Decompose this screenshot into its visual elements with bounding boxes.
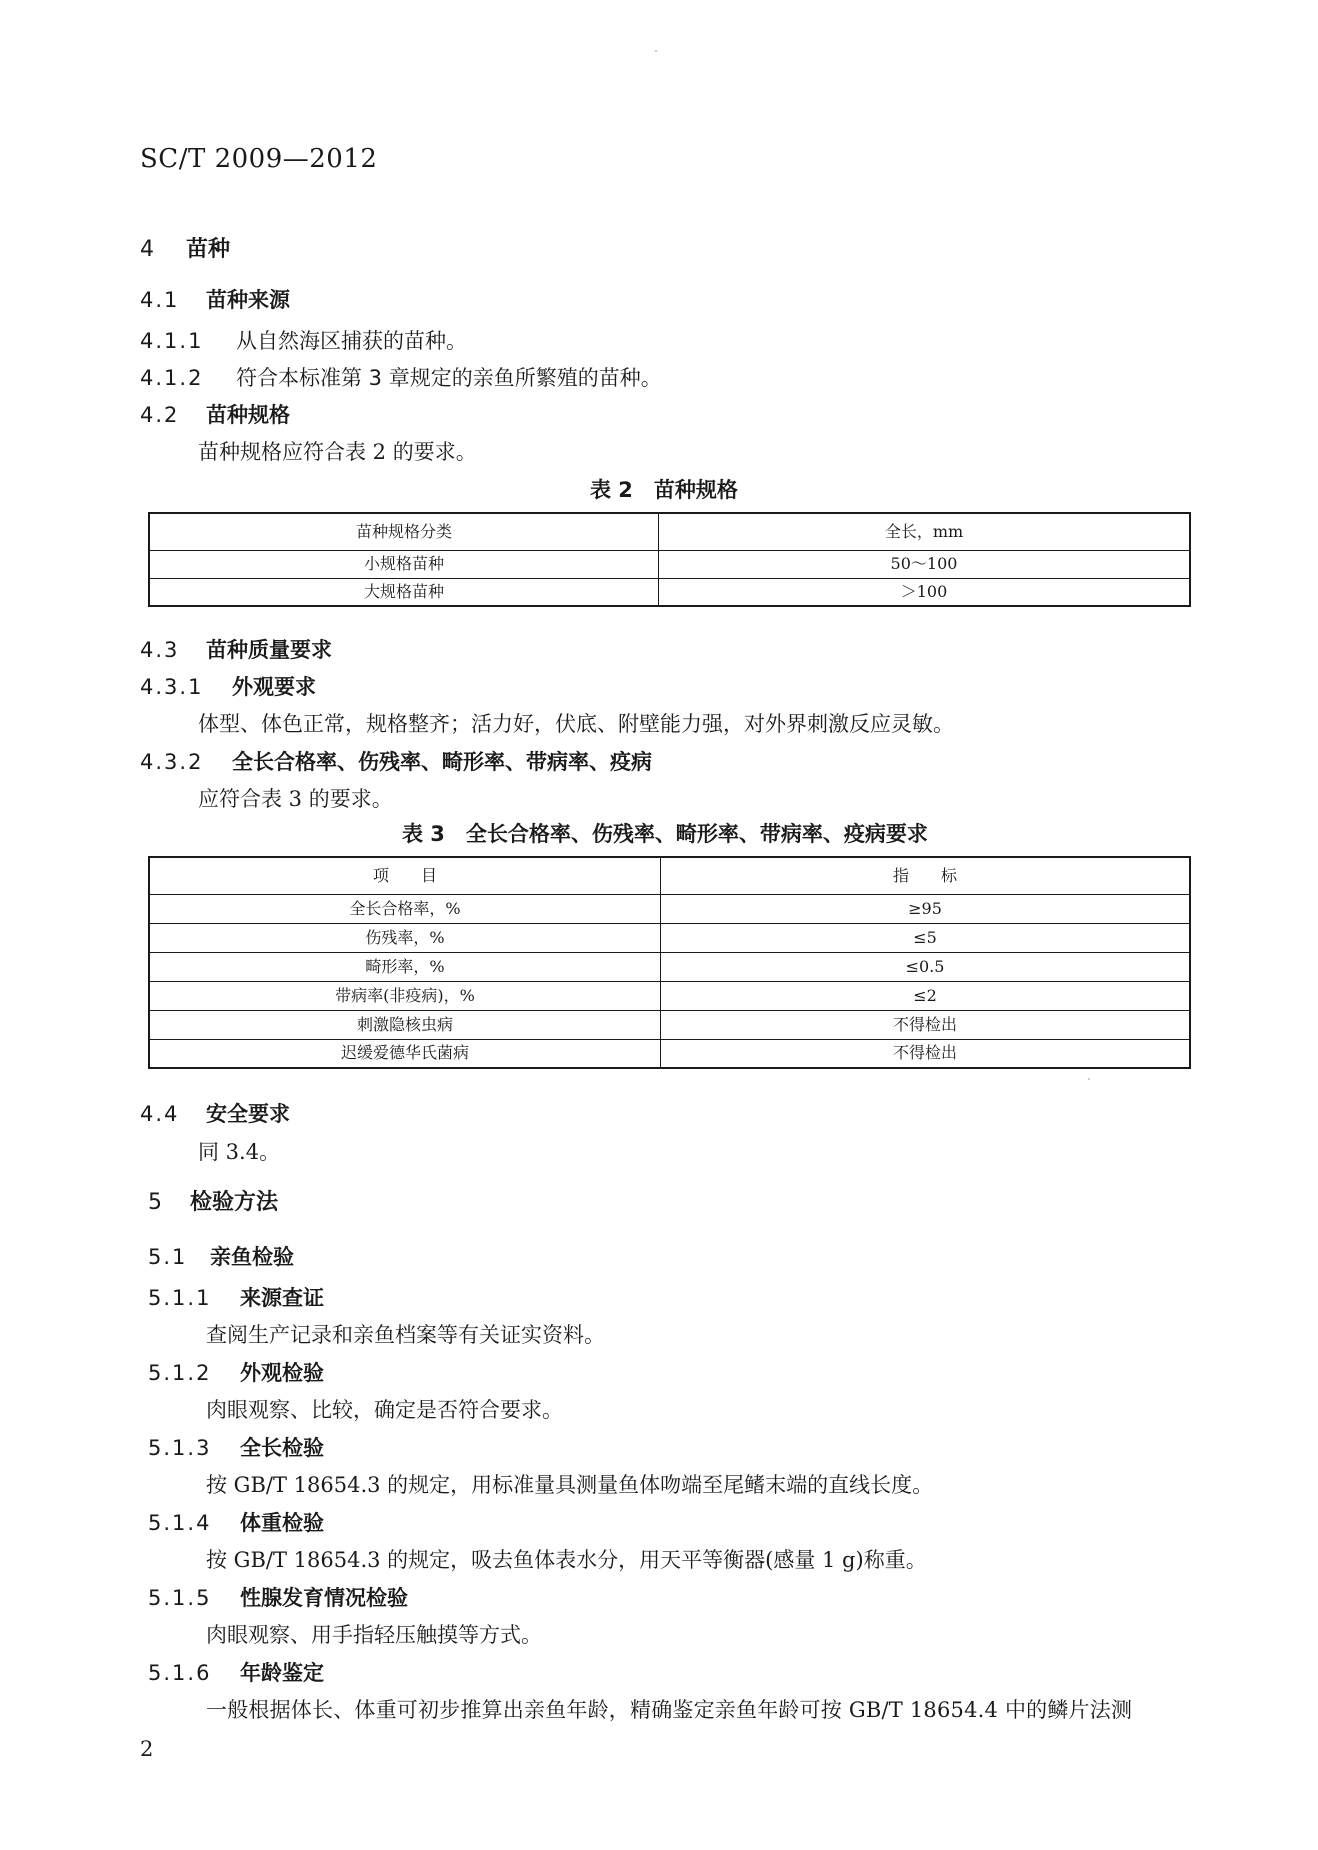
section-4-4-heading [140,1098,290,1128]
table-cell: 50～100 [659,550,1191,578]
section-title: 苗种 [186,237,231,262]
clause-5-1-5-text: 肉眼观察、用手指轻压触摸等方式。 [206,1623,542,1647]
clause-4-3-1-text: 体型、体色正常，规格整齐；活力好，伏底、附壁能力强，对外界刺激反应灵敏。 [198,712,954,736]
clause-4-1-1 [140,325,467,355]
clause-5-1-2-text: 肉眼观察、比较，确定是否符合要求。 [206,1398,563,1422]
section-title: 亲鱼检验 [210,1245,294,1269]
clause-number: 4.1.1 [140,329,204,353]
table-cell: 不得检出 [661,1039,1191,1068]
clause-number: 5.1.6 [148,1661,212,1685]
section-title: 苗种质量要求 [206,638,332,662]
clause-5-1-3-heading [148,1432,324,1462]
clause-number: 5.1.3 [148,1436,212,1460]
table-cell: ≤0.5 [661,952,1191,981]
table-cell: ＞100 [659,578,1191,606]
table-cell: 大规格苗种 [149,578,659,606]
table-cell: 畸形率，% [149,952,661,981]
clause-5-1-1-text: 查阅生产记录和亲鱼档案等有关证实资料。 [206,1323,605,1347]
section-4-4-text: 同 3.4。 [198,1140,281,1164]
section-number: 4 [140,237,154,262]
clause-text: 符合本标准第 3 章规定的亲鱼所繁殖的苗种。 [236,366,662,390]
table-row [149,578,1190,606]
table-cell: 不得检出 [661,1010,1191,1039]
clause-title: 外观检验 [240,1361,324,1385]
clause-title: 全长检验 [240,1436,324,1460]
table-header-cell: 指 标 [661,857,1191,894]
table-cell: ≤5 [661,923,1191,952]
clause-4-1-2 [140,362,662,392]
table-row [149,550,1190,578]
table-header-cell: 项 目 [149,857,661,894]
section-number: 4.2 [140,403,180,427]
section-number: 4.4 [140,1102,180,1126]
clause-number: 5.1.1 [148,1286,212,1310]
clause-5-1-5-heading [148,1582,408,1612]
table-cell: ≤2 [661,981,1191,1010]
table-row [149,894,1190,923]
clause-4-3-2-heading [140,746,652,776]
clause-number: 4.3.2 [140,750,204,774]
clause-title: 年龄鉴定 [240,1661,324,1685]
clause-5-1-1-heading [148,1282,324,1312]
scan-speck [1088,1078,1090,1080]
table-row [149,923,1190,952]
section-number: 5 [148,1190,162,1215]
clause-number: 4.1.2 [140,366,204,390]
table-cell: 全长合格率，% [149,894,661,923]
table-row [149,952,1190,981]
table-cell: 带病率(非疫病)，% [149,981,661,1010]
table-cell: 伤残率，% [149,923,661,952]
section-4-1-heading [140,284,290,314]
section-5-1-heading [148,1241,294,1271]
table-3-caption: 表 3 全长合格率、伤残率、畸形率、带病率、疫病要求 [402,822,928,846]
page-number: 2 [140,1737,154,1761]
clause-5-1-2-heading [148,1357,324,1387]
clause-number: 5.1.5 [148,1586,212,1610]
section-5-heading [148,1185,278,1216]
table-cell: ≥95 [661,894,1191,923]
clause-4-3-1-heading [140,671,316,701]
section-number: 5.1 [148,1245,188,1269]
section-title: 苗种规格 [206,403,290,427]
scan-speck [655,50,657,52]
clause-title: 体重检验 [240,1511,324,1535]
table-header-row [149,513,1190,550]
section-4-2-heading [140,399,290,429]
section-4-heading [140,232,230,263]
table-2 [148,512,1191,607]
clause-number: 5.1.2 [148,1361,212,1385]
table-row [149,981,1190,1010]
table-cell: 刺激隐核虫病 [149,1010,661,1039]
table-cell: 小规格苗种 [149,550,659,578]
clause-5-1-4-text: 按 GB/T 18654.3 的规定，吸去鱼体表水分，用天平等衡器(感量 1 g)称重。 [206,1548,927,1572]
clause-number: 5.1.4 [148,1511,212,1535]
section-4-3-heading [140,634,332,664]
clause-title: 来源查证 [240,1286,324,1310]
section-number: 4.1 [140,288,180,312]
section-4-2-text: 苗种规格应符合表 2 的要求。 [198,440,477,464]
table-row [149,1039,1190,1068]
table-2-caption: 表 2 苗种规格 [590,478,738,502]
document-code: SC/T 2009—2012 [140,144,378,174]
section-title: 检验方法 [190,1190,279,1215]
clause-5-1-4-heading [148,1507,324,1537]
clause-4-3-2-text: 应符合表 3 的要求。 [198,787,393,811]
table-header-cell: 全长，mm [659,513,1191,550]
clause-title: 性腺发育情况检验 [240,1586,408,1610]
table-header-cell: 苗种规格分类 [149,513,659,550]
clause-5-1-3-text: 按 GB/T 18654.3 的规定，用标准量具测量鱼体吻端至尾鳍末端的直线长度。 [206,1473,934,1497]
clause-number: 4.3.1 [140,675,204,699]
clause-title: 外观要求 [232,675,316,699]
clause-5-1-6-heading [148,1657,324,1687]
clause-title: 全长合格率、伤残率、畸形率、带病率、疫病 [232,750,652,774]
table-cell: 迟缓爱德华氏菌病 [149,1039,661,1068]
clause-text: 从自然海区捕获的苗种。 [236,329,467,353]
table-header-row [149,857,1190,894]
table-row [149,1010,1190,1039]
section-title: 安全要求 [206,1102,290,1126]
section-number: 4.3 [140,638,180,662]
section-title: 苗种来源 [206,288,290,312]
clause-5-1-6-text: 一般根据体长、体重可初步推算出亲鱼年龄，精确鉴定亲鱼年龄可按 GB/T 18654.4 中的鳞片法测 [206,1698,1133,1722]
table-3 [148,856,1191,1069]
